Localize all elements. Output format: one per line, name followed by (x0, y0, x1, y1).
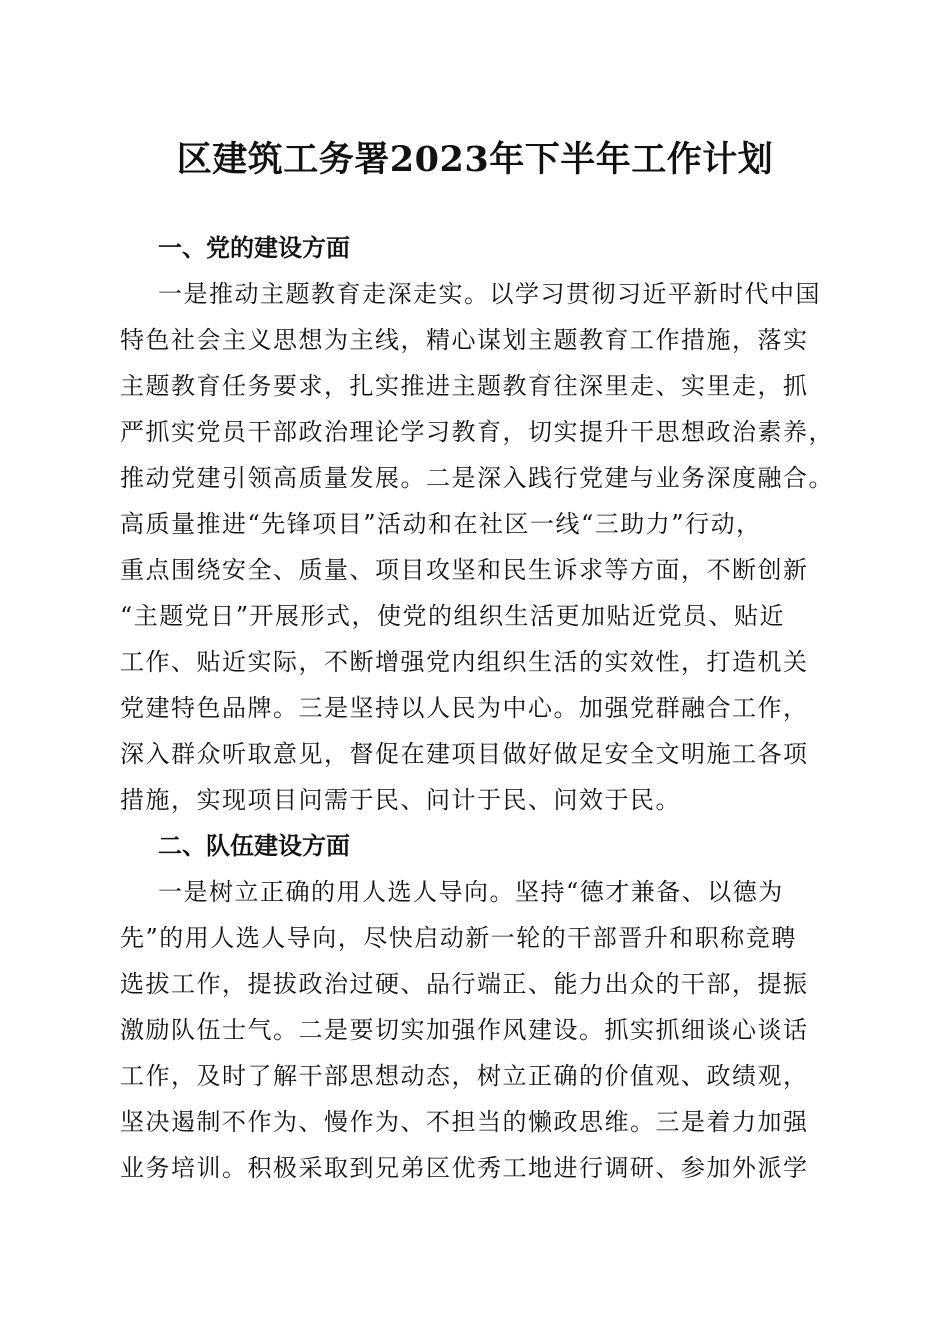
text-line: 党建特色品牌。三是坚持以人民为中心。加强党群融合工作， (120, 694, 809, 722)
section-team-building (120, 823, 832, 1191)
text-line: 工作、贴近实际，不断增强党内组织生活的实效性，打造机关 (120, 648, 809, 676)
text-line: 主题教育任务要求，扎实推进主题教育往深里走、实里走，抓 (120, 372, 809, 400)
text-line: 一是推动主题教育走深走实。以学习贯彻习近平新时代中国 (158, 280, 821, 308)
text-line: 业务培训。积极采取到兄弟区优秀工地进行调研、参加外派学 (120, 1154, 809, 1182)
section-party-building (120, 225, 832, 823)
text-line: 高质量推进“先锋项目”活动和在社区一线“三助力”行动， (120, 510, 762, 538)
text-line: 特色社会主义思想为主线，精心谋划主题教育工作措施，落实 (120, 326, 809, 354)
paragraph (120, 869, 832, 1191)
section-heading: 二、队伍建设方面 (158, 832, 350, 860)
document-title: 区建筑工务署2023年下半年工作计划 (176, 139, 774, 180)
document-body (120, 225, 832, 1191)
text-line: 先”的用人选人导向，尽快启动新一轮的干部晋升和职称竞聘 (120, 924, 797, 952)
text-line: 深入群众听取意见，督促在建项目做好做足安全文明施工各项 (120, 740, 809, 768)
text-line: 严抓实党员干部政治理论学习教育，切实提升干思想政治素养， (120, 418, 834, 446)
paragraph (120, 271, 832, 823)
text-line: “主题党日”开展形式，使党的组织生活更加贴近党员、贴近 (120, 602, 786, 630)
text-line: 坚决遏制不作为、慢作为、不担当的懒政思维。三是着力加强 (120, 1108, 809, 1136)
text-line: 一是树立正确的用人选人导向。坚持“德才兼备、以德为 (158, 878, 784, 906)
text-line: 激励队伍士气。二是要切实加强作风建设。抓实抓细谈心谈话 (120, 1016, 809, 1044)
text-line: 推动党建引领高质量发展。二是深入践行党建与业务深度融合。 (120, 464, 834, 492)
text-line: 工作，及时了解干部思想动态，树立正确的价值观、政绩观， (120, 1062, 809, 1090)
text-line: 重点围绕安全、质量、项目攻坚和民生诉求等方面，不断创新 (120, 556, 809, 584)
section-heading: 一、党的建设方面 (158, 234, 350, 262)
text-line: 措施，实现项目问需于民、问计于民、问效于民。 (120, 786, 681, 814)
text-line: 选拔工作，提拔政治过硬、品行端正、能力出众的干部，提振 (120, 970, 809, 998)
